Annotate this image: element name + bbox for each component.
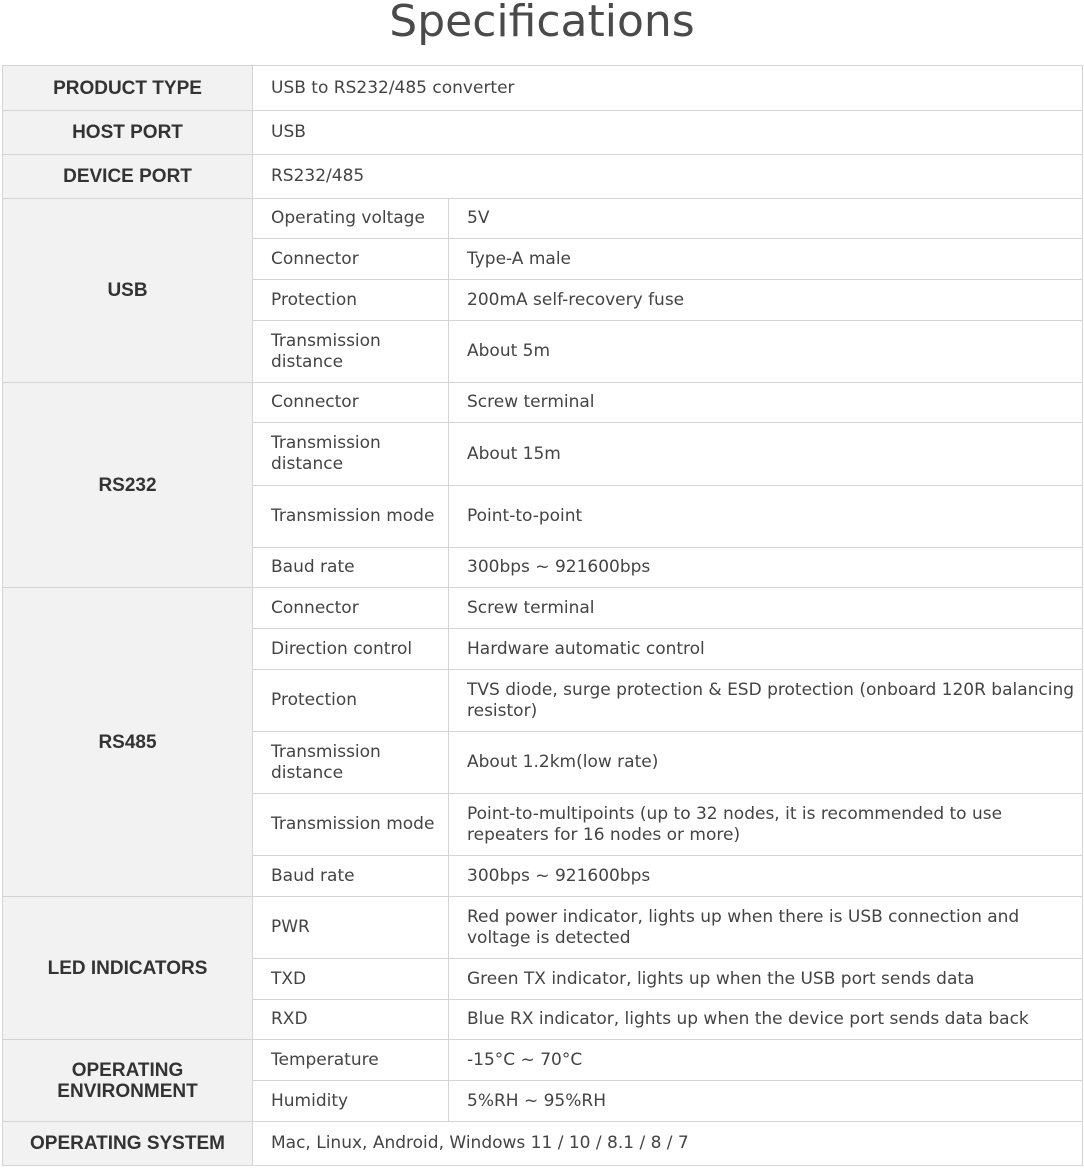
section-label-rs485: RS485 bbox=[3, 588, 253, 897]
spec-value: Type-A male bbox=[449, 239, 1083, 280]
spec-value: Screw terminal bbox=[449, 383, 1083, 423]
table-row bbox=[3, 588, 1083, 629]
spec-key: Transmission distance bbox=[253, 423, 449, 486]
spec-value: Screw terminal bbox=[449, 588, 1083, 629]
spec-key: Transmission mode bbox=[253, 794, 449, 856]
spec-value: Hardware automatic control bbox=[449, 629, 1083, 670]
spec-value: 300bps ~ 921600bps bbox=[449, 548, 1083, 588]
spec-value: Point-to-multipoints (up to 32 nodes, it is recommended to use repeaters for 16 nodes or more) bbox=[449, 794, 1083, 856]
table-row bbox=[3, 66, 1083, 111]
table-row bbox=[3, 897, 1083, 959]
spec-key: Connector bbox=[253, 383, 449, 423]
row-value-device-port: RS232/485 bbox=[253, 155, 1083, 199]
table-row bbox=[3, 111, 1083, 155]
spec-value: Red power indicator, lights up when there is USB connection and voltage is detected bbox=[449, 897, 1083, 959]
spec-key: Transmission mode bbox=[253, 486, 449, 548]
spec-key: Protection bbox=[253, 280, 449, 321]
table-row bbox=[3, 383, 1083, 423]
spec-key: Transmission distance bbox=[253, 321, 449, 383]
spec-key: Connector bbox=[253, 588, 449, 629]
page-title: Specifications bbox=[389, 0, 695, 47]
row-label-device-port: DEVICE PORT bbox=[3, 155, 253, 199]
spec-value: 5%RH ~ 95%RH bbox=[449, 1081, 1083, 1122]
section-label-led-indicators: LED INDICATORS bbox=[3, 897, 253, 1040]
spec-value: Blue RX indicator, lights up when the device port sends data back bbox=[449, 1000, 1083, 1040]
spec-value: About 15m bbox=[449, 423, 1083, 486]
row-label-product-type: PRODUCT TYPE bbox=[3, 66, 253, 111]
table-row bbox=[3, 199, 1083, 239]
spec-key: Operating voltage bbox=[253, 199, 449, 239]
spec-value: -15°C ~ 70°C bbox=[449, 1040, 1083, 1081]
spec-key: Temperature bbox=[253, 1040, 449, 1081]
spec-key: Transmission distance bbox=[253, 732, 449, 794]
spec-key: TXD bbox=[253, 959, 449, 1000]
row-value-operating-system: Mac, Linux, Android, Windows 11 / 10 / 8.1 / 8 / 7 bbox=[253, 1122, 1083, 1166]
spec-key: Connector bbox=[253, 239, 449, 280]
section-label-rs232: RS232 bbox=[3, 383, 253, 588]
spec-key: Humidity bbox=[253, 1081, 449, 1122]
spec-value: Point-to-point bbox=[449, 486, 1083, 548]
spec-key: Protection bbox=[253, 670, 449, 732]
section-label-usb: USB bbox=[3, 199, 253, 383]
spec-value: TVS diode, surge protection & ESD protection (onboard 120R balancing resistor) bbox=[449, 670, 1083, 732]
spec-value: Green TX indicator, lights up when the USB port sends data bbox=[449, 959, 1083, 1000]
table-row bbox=[3, 1122, 1083, 1166]
row-value-product-type: USB to RS232/485 converter bbox=[253, 66, 1083, 111]
row-label-operating-system: OPERATING SYSTEM bbox=[3, 1122, 253, 1166]
table-row bbox=[3, 1040, 1083, 1081]
spec-key: PWR bbox=[253, 897, 449, 959]
table-row bbox=[3, 155, 1083, 199]
spec-value: About 5m bbox=[449, 321, 1083, 383]
specifications-table bbox=[2, 65, 1083, 1166]
section-label-operating-environment: OPERATING ENVIRONMENT bbox=[3, 1040, 253, 1122]
row-value-host-port: USB bbox=[253, 111, 1083, 155]
spec-key: Direction control bbox=[253, 629, 449, 670]
spec-value: 300bps ~ 921600bps bbox=[449, 856, 1083, 897]
spec-key: Baud rate bbox=[253, 856, 449, 897]
spec-key: RXD bbox=[253, 1000, 449, 1040]
spec-value: About 1.2km(low rate) bbox=[449, 732, 1083, 794]
spec-value: 200mA self-recovery fuse bbox=[449, 280, 1083, 321]
spec-value: 5V bbox=[449, 199, 1083, 239]
spec-key: Baud rate bbox=[253, 548, 449, 588]
row-label-host-port: HOST PORT bbox=[3, 111, 253, 155]
